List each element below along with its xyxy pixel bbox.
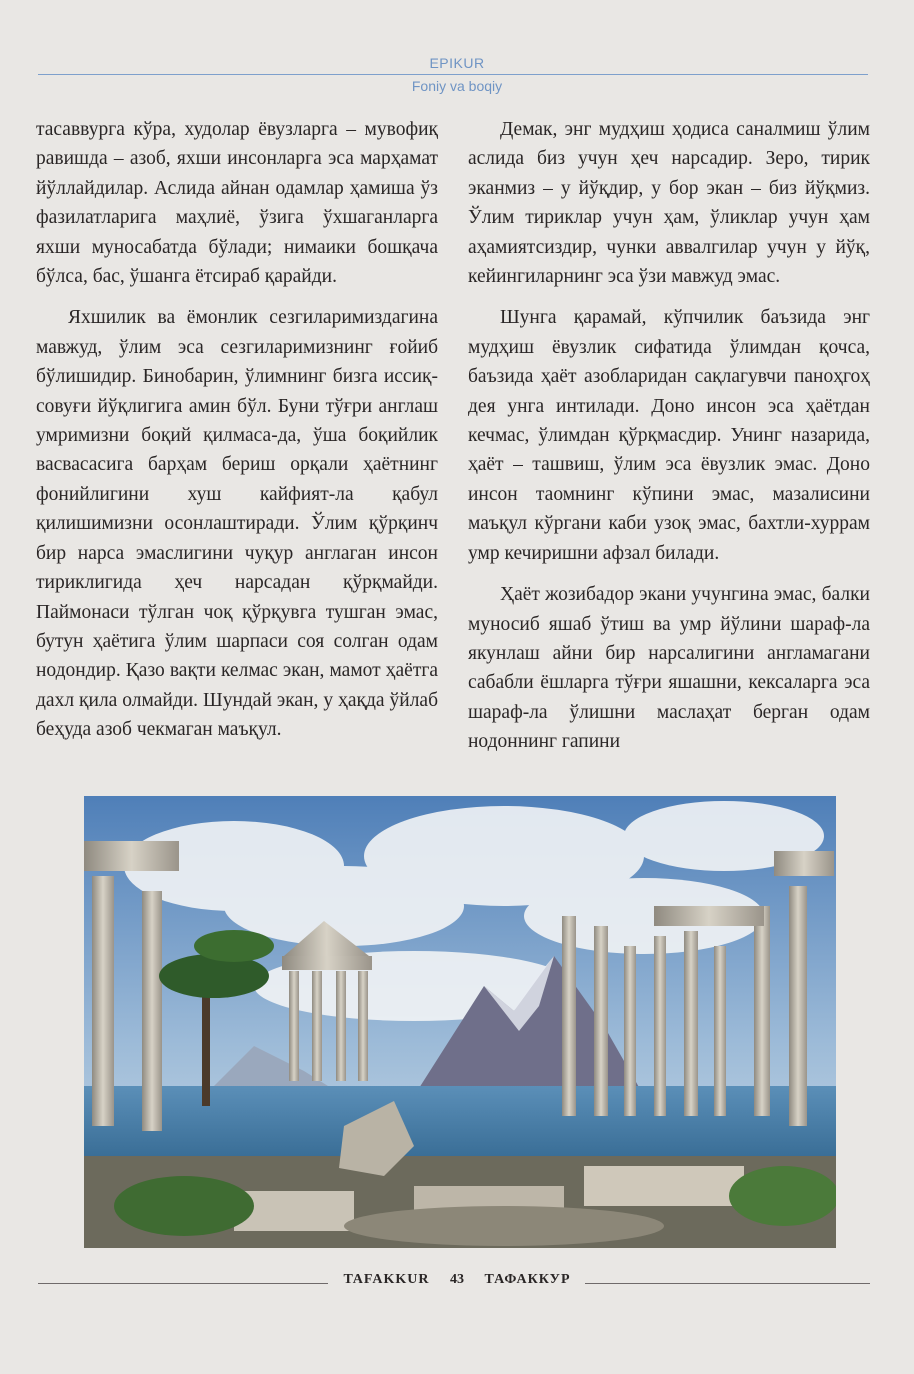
running-header-title: EPIKUR: [429, 55, 485, 71]
paragraph: Ҳаёт жозибадор экани учунгина эмас, балки муносиб яшаб ўтиш ва умр йўлини шараф-ла якунлаш айни бир нарсалигини англамагани сабабли ёшларга тўғри яшашни, кексаларга эса шараф-ла ўлишни маслаҳат берган одам нодоннинг гапини: [468, 584, 870, 753]
ancient-ruins-illustration: [84, 796, 836, 1248]
footer-label-cyrillic: ТАФАККУР: [484, 1272, 571, 1287]
paragraph: Яхшилик ва ёмонлик сезгиларимиздагина мавжуд, ўлим эса сезгиларимизнинг ғойиб бўлишидир. Бинобарин, ўлимнинг бизга иссиқ-совуғи йўқлигига амин бўл. Буни тўғри англаш умримизни боқий қилмаса-да, ўша боқийлик васвасасига барҳам бериш орқали ҳаётнинг фонийлигини хуш кайфият-ла қабул қилишимизни осонлаштиради. Ўлим қўрқинч бир нарса эмаслигини чуқур англаган инсон тириклигида ҳеч нарсадан қўрқмайди. Паймонаси тўлган чоқ қўрқувга тушган эмас, бутун ҳаётига ўлим шарпаси соя солган одам нодондир. Қазо вақти келмас экан, мамот ҳаётга дахл қила олмайди. Шундай экан, у ҳақда ўйлаб беҳуда азоб чекмаган маъқул.: [36, 307, 438, 741]
paragraph: тасаввурга кўра, худолар ёвузларга – мувофиқ равишда – азоб, яхши инсонларга эса марҳамат йўллайдилар. Аслида айнан одамлар ҳамиша ўз фазилатларига маҳлиё, ўзига ўхшаганларга яхши муносабатда бўлади; нимаики бошқача бўлса, бас, ўшанга ётсираб қарайди.: [36, 119, 438, 288]
page-number: 43: [450, 1272, 465, 1287]
running-header-subtitle: Foniy va boqiy: [411, 78, 503, 94]
paragraph: Шунга қарамай, кўпчилик баъзида энг мудҳиш ёвузлик сифатида ўлимдан қочса, баъзида ҳаёт азобларидан сақлагувчи паноҳгоҳ дея унга интилади. Доно инсон эса ҳаётдан кечмас, ўлимдан қўрқмасдир. Унинг назарида, ҳаёт – ташвиш, ўлим эса ёвузлик эмас. Доно инсон таомнинг кўпини эмас, мазалисини маъқул кўргани каби узоқ эмас, бахтли-хуррам умр кечиришни афзал билади.: [468, 307, 870, 564]
paragraph: Демак, энг мудҳиш ҳодиса саналмиш ўлим аслида биз учун ҳеч нарсадир. Зеро, тирик эканмиз – у йўқдир, у бор экан – биз йўқмиз. Ўлим тириклар учун ҳам, ўликлар учун ҳам аҳамиятсиздир, чунки аввалгилар учун у йўқ, кейингиларнинг эса ўзи мавжуд эмас.: [468, 119, 870, 288]
left-text-column: [36, 115, 438, 745]
footer-label-latin: TAFAKKUR: [343, 1272, 430, 1287]
right-text-column: [468, 115, 870, 757]
footer-rule-right: [585, 1283, 870, 1284]
header-rule: [38, 74, 868, 75]
page-footer: [0, 1272, 914, 1288]
